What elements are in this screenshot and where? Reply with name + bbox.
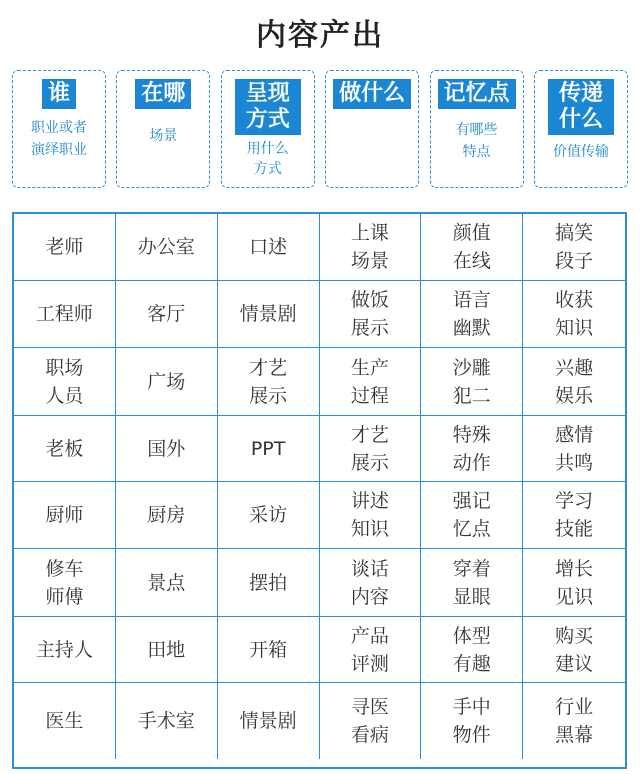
header-badge: 记忆点 — [438, 79, 516, 109]
table-cell: 搞笑 段子 — [523, 214, 625, 281]
header-subtitle: 有哪些 特点 — [455, 122, 498, 160]
table-cell: 才艺 展示 — [320, 416, 422, 482]
table-cell: 情景剧 — [218, 683, 320, 759]
header-subtitle: 场景 — [149, 128, 178, 144]
table-cell: 主持人 — [14, 617, 116, 683]
table-cell: 颜值 在线 — [421, 214, 523, 281]
header-cards — [12, 70, 628, 190]
table-cell: 口述 — [218, 214, 320, 281]
table-cell: 特殊 动作 — [421, 416, 523, 482]
header-card-how — [221, 70, 315, 188]
table-cell: 手术室 — [116, 683, 218, 759]
table-cell: 学习 技能 — [523, 482, 625, 549]
header-card-value — [534, 70, 628, 188]
header-card-who — [12, 70, 106, 188]
table-cell: 讲述 知识 — [320, 482, 422, 549]
table-cell: 老师 — [14, 214, 116, 281]
table-cell: 修车 师傅 — [14, 549, 116, 617]
header-badge: 在哪 — [135, 79, 191, 109]
header-card-where — [116, 70, 210, 188]
table-cell: 情景剧 — [218, 281, 320, 348]
table-cell: 田地 — [116, 617, 218, 683]
content-table — [12, 212, 627, 769]
table-cell: 职场 人员 — [14, 348, 116, 416]
table-cell: 厨师 — [14, 482, 116, 549]
table-cell: 开箱 — [218, 617, 320, 683]
table-cell: 兴趣 娱乐 — [523, 348, 625, 416]
table-cell: 穿着 显眼 — [421, 549, 523, 617]
table-cell: 谈话 内容 — [320, 549, 422, 617]
table-cell: 体型 有趣 — [421, 617, 523, 683]
table-cell: 国外 — [116, 416, 218, 482]
table-cell: 寻医 看病 — [320, 683, 422, 759]
table-cell: 购买 建议 — [523, 617, 625, 683]
header-badge: 做什么 — [333, 79, 411, 109]
table-cell: 手中 物件 — [421, 683, 523, 759]
table-cell: 医生 — [14, 683, 116, 759]
table-cell: 做饭 展示 — [320, 281, 422, 348]
header-card-what — [325, 70, 419, 188]
table-cell: 才艺 展示 — [218, 348, 320, 416]
table-cell: 办公室 — [116, 214, 218, 281]
header-badge: 传递 什么 — [548, 79, 614, 135]
table-cell: 工程师 — [14, 281, 116, 348]
table-cell: 广场 — [116, 348, 218, 416]
table-cell: 感情 共鸣 — [523, 416, 625, 482]
table-cell: 产品 评测 — [320, 617, 422, 683]
table-cell: 行业 黑幕 — [555, 696, 594, 746]
header-subtitle: 职业或者 演绎职业 — [31, 120, 87, 158]
table-cell: 客厅 — [116, 281, 218, 348]
table-cell: 语言 幽默 — [421, 281, 523, 348]
table-cell: 厨房 — [116, 482, 218, 549]
header-subtitle: 用什么 方式 — [246, 141, 289, 177]
table-cell: 收获 知识 — [523, 281, 625, 348]
table-cell: 上课 场景 — [320, 214, 422, 281]
header-badge: 呈现 方式 — [235, 79, 301, 135]
table-cell: 强记 忆点 — [421, 482, 523, 549]
table-cell: 生产 过程 — [320, 348, 422, 416]
table-cell: 老板 — [14, 416, 116, 482]
header-card-memory — [430, 70, 524, 188]
page-title: 内容产出 — [256, 18, 384, 53]
header-subtitle: 价值传输 — [552, 144, 609, 160]
table-cell: 沙雕 犯二 — [421, 348, 523, 416]
table-cell: 景点 — [116, 549, 218, 617]
table-cell: 采访 — [218, 482, 320, 549]
table-cell: 摆拍 — [218, 549, 320, 617]
header-badge: 谁 — [42, 79, 76, 109]
table-cell: 增长 见识 — [523, 549, 625, 617]
table-cell: PPT — [218, 416, 320, 482]
